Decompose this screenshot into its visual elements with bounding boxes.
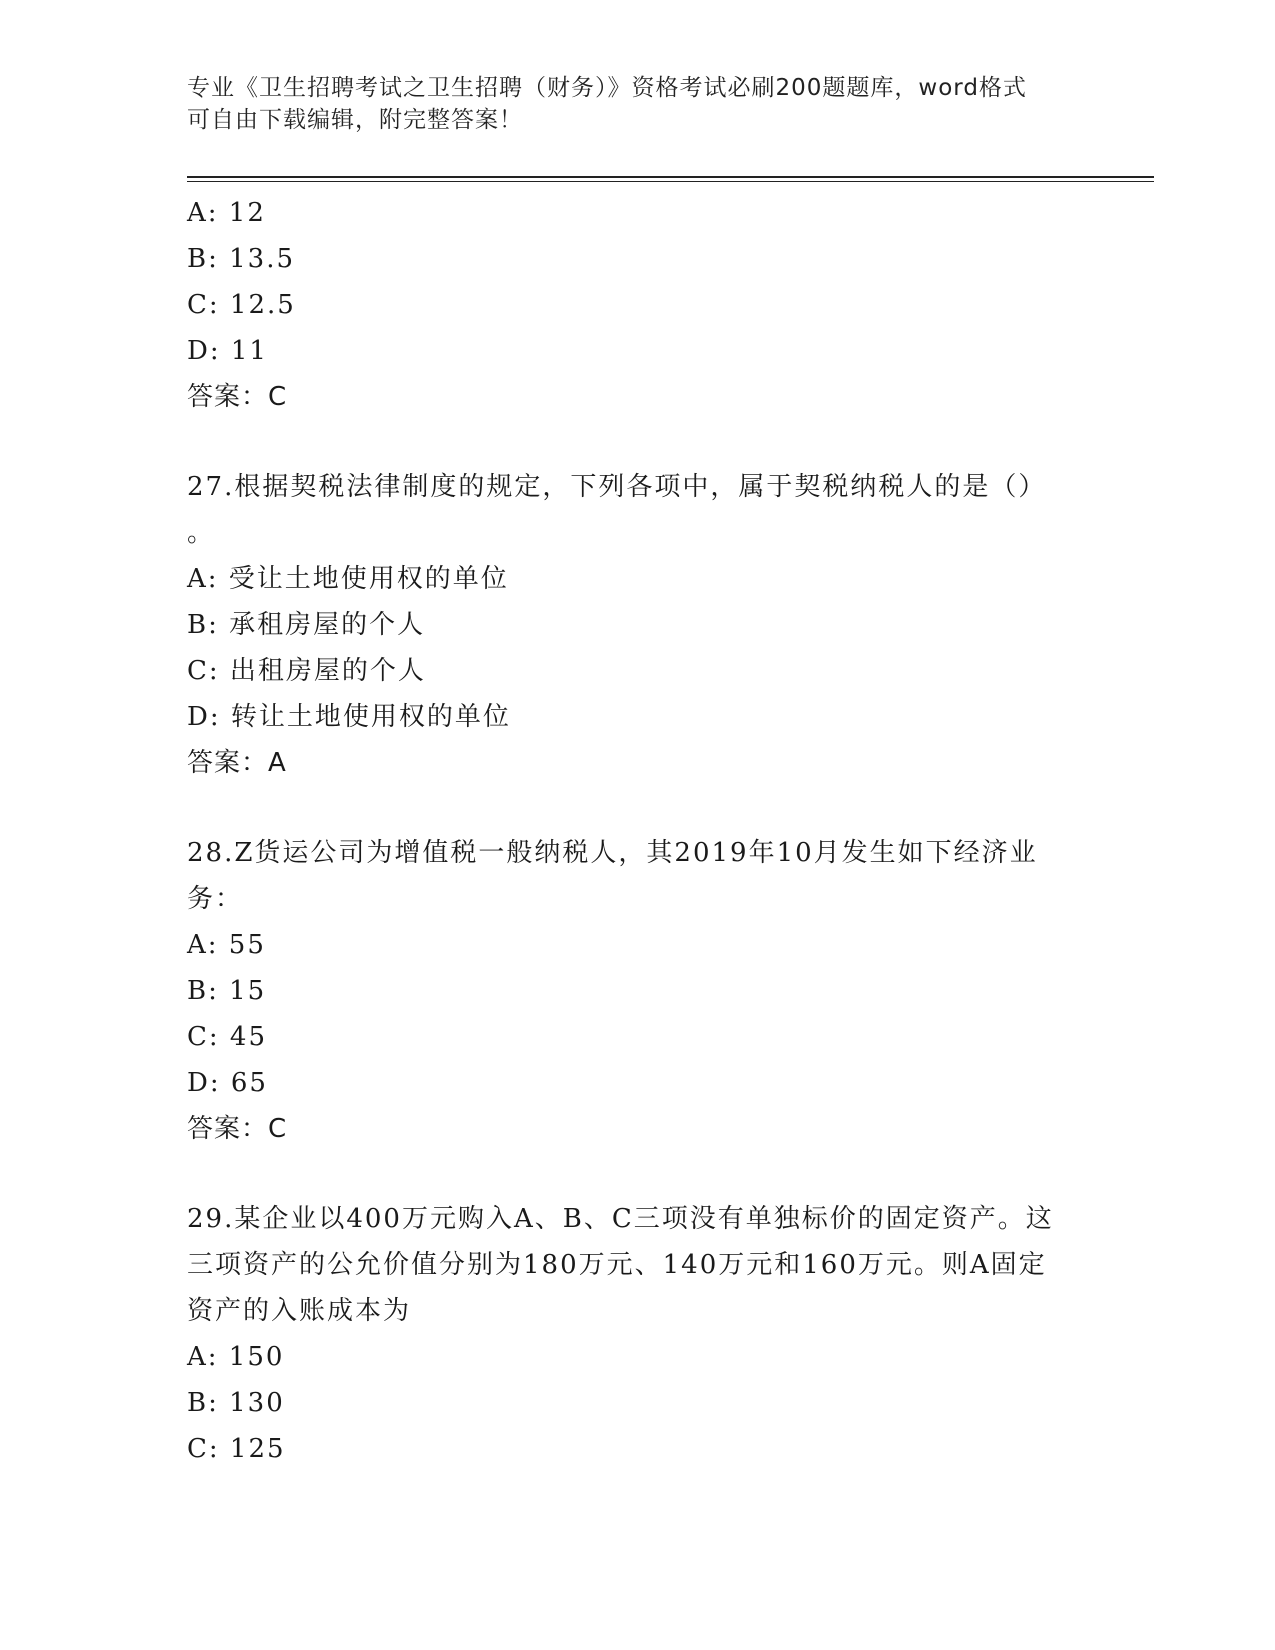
question-27 [187, 464, 1087, 786]
option-d: D: 11 [187, 336, 268, 366]
header-line-2: 可自由下载编辑，附完整答案！ [187, 107, 523, 133]
option-c: C: 12.5 [187, 290, 296, 320]
option-a: A: 55 [187, 930, 266, 960]
option-a: A: 受让土地使用权的单位 [187, 564, 509, 594]
option-d: D: 65 [187, 1068, 268, 1098]
question-stem-line-1: 27.根据契税法律制度的规定，下列各项中，属于契税纳税人的是（） [187, 472, 1047, 502]
option-c: C: 出租房屋的个人 [187, 656, 426, 686]
answer-line: 答案：A [187, 748, 287, 778]
question-stem-line-2: 。 [187, 518, 216, 548]
header-line-1: 专业《卫生招聘考试之卫生招聘（财务）》资格考试必刷200题题库，word格式 [187, 75, 1027, 101]
option-d: D: 转让土地使用权的单位 [187, 702, 511, 732]
question-28 [187, 830, 1087, 1152]
question-stem-line-2: 务： [187, 884, 244, 914]
question-stem-line-1: 29.某企业以400万元购入A、B、C三项没有单独标价的固定资产。这 [187, 1204, 1054, 1234]
option-b: B: 15 [187, 976, 267, 1006]
question-26 [187, 190, 1087, 420]
option-b: B: 13.5 [187, 244, 296, 274]
option-b: B: 130 [187, 1388, 285, 1418]
option-c: C: 45 [187, 1022, 268, 1052]
answer-line: 答案：C [187, 1114, 288, 1144]
option-a: A: 12 [187, 198, 266, 228]
question-stem-line-2: 三项资产的公允价值分别为180万元、140万元和160万元。则A固定 [187, 1250, 1047, 1280]
header-divider-thick [187, 176, 1154, 178]
option-a: A: 150 [187, 1342, 285, 1372]
header-divider-thin [187, 181, 1154, 182]
question-stem-line-1: 28.Z货运公司为增值税一般纳税人，其2019年10月发生如下经济业 [187, 838, 1038, 868]
question-29 [187, 1196, 1087, 1472]
question-stem-line-3: 资产的入账成本为 [187, 1296, 412, 1326]
answer-line: 答案：C [187, 382, 288, 412]
document-header [187, 72, 1087, 136]
question-list [187, 190, 1087, 1472]
option-b: B: 承租房屋的个人 [187, 610, 426, 640]
option-c: C: 125 [187, 1434, 286, 1464]
